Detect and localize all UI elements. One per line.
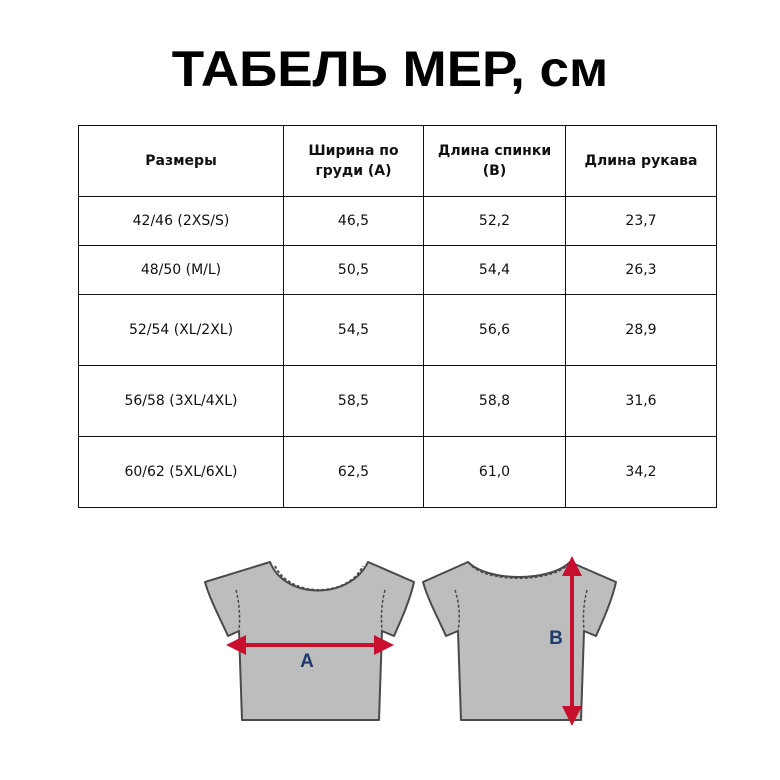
header-sleeve-length: Длина рукава [566,126,717,197]
page-title: ТАБЕЛЬ МЕР, см [171,41,609,97]
cell-sleeve: 31,6 [566,366,717,437]
cell-chest: 54,5 [284,295,424,366]
table-row [79,197,717,246]
cell-chest: 46,5 [284,197,424,246]
table-header-row [79,126,717,197]
cell-size: 52/54 (XL/2XL) [79,295,284,366]
cell-chest: 58,5 [284,366,424,437]
cell-back: 61,0 [424,437,566,508]
cell-chest: 50,5 [284,246,424,295]
back-tshirt-icon [423,562,616,720]
header-back-length: Длина спинки (В) [424,126,566,197]
chest-label-a: A [300,651,314,672]
table-row [79,437,717,508]
cell-sleeve: 23,7 [566,197,717,246]
cell-chest: 62,5 [284,437,424,508]
measurement-illustrations [0,540,780,780]
cell-back: 56,6 [424,295,566,366]
cell-sleeve: 28,9 [566,295,717,366]
cell-back: 52,2 [424,197,566,246]
cell-size: 56/58 (3XL/4XL) [79,366,284,437]
cell-back: 58,8 [424,366,566,437]
cell-size: 60/62 (5XL/6XL) [79,437,284,508]
cell-sleeve: 26,3 [566,246,717,295]
table-row [79,295,717,366]
cell-back: 54,4 [424,246,566,295]
table-row [79,366,717,437]
front-tshirt-icon [205,562,414,720]
front-shirt-body [205,562,414,720]
table-row [79,246,717,295]
header-size: Размеры [79,126,284,197]
back-shirt-body [423,562,616,720]
cell-size: 48/50 (M/L) [79,246,284,295]
cell-size: 42/46 (2XS/S) [79,197,284,246]
back-label-b: B [549,628,563,649]
cell-sleeve: 34,2 [566,437,717,508]
header-chest-width: Ширина по груди (А) [284,126,424,197]
size-table [78,125,717,508]
